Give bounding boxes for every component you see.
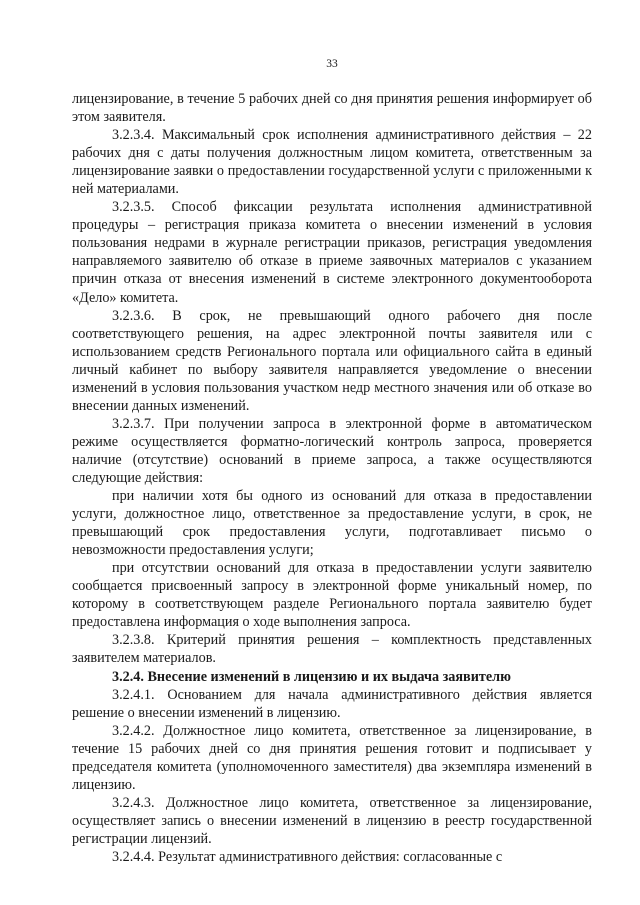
paragraph: 3.2.4.4. Результат административного действия: согласованные с bbox=[112, 848, 503, 865]
page-number: 33 bbox=[326, 58, 338, 70]
paragraph: 3.2.3.6. В срок, не превышающий одного рабочего дня после соответствующего решения, на адрес электронной почты заявителя или с использованием средств Регионального портала или официального сайта в единый личный кабинет по выбору заявителя направляется уведомление о внесении изменений в условия пользования участком недр местного значения или об отказе во внесении данных изменений. bbox=[72, 307, 592, 414]
document-body bbox=[72, 90, 592, 866]
paragraph: при наличии хотя бы одного из оснований для отказа в предоставлении услуги, должностное лицо, ответственное за предоставление услуги, в срок, не превышающий срок предоставления услуги, подготавливает письмо о невозможности предоставления услуги; bbox=[72, 488, 592, 559]
paragraph: 3.2.4.2. Должностное лицо комитета, ответственное за лицензирование, в течение 15 рабочих дней со дня принятия решения готовит и подписывает у председателя комитета (уполномоченного заместителя) два экземпляра изменений в лицензию. bbox=[72, 722, 592, 793]
section-heading: 3.2.4. Внесение изменений в лицензию и их выдача заявителю bbox=[112, 668, 511, 685]
paragraph: 3.2.3.8. Критерий принятия решения – комплектность представленных заявителем материалов. bbox=[72, 632, 592, 667]
paragraph: 3.2.4.1. Основанием для начала административного действия является решение о внесении изменений в лицензию. bbox=[72, 686, 592, 721]
paragraph: 3.2.3.4. Максимальный срок исполнения административного действия – 22 рабочих дня с даты получения должностным лицом комитета, ответственным за лицензирование заявки о предоставлении государственной услуги с приложенными к ней материалами. bbox=[72, 127, 592, 198]
paragraph: лицензирование, в течение 5 рабочих дней со дня принятия решения информирует об этом заявителя. bbox=[72, 91, 592, 126]
paragraph: 3.2.3.7. При получении запроса в электронной форме в автоматическом режиме осуществляется форматно-логический контроль запроса, проверяется наличие (отсутствие) оснований в приеме запроса, а также осуществляются следующие действия: bbox=[72, 415, 592, 486]
paragraph: 3.2.4.3. Должностное лицо комитета, ответственное за лицензирование, осуществляет запись о внесении изменений в лицензию в реестр государственной регистрации лицензий. bbox=[72, 794, 592, 847]
paragraph: 3.2.3.5. Способ фиксации результата исполнения административной процедуры – регистрация приказа комитета о внесении изменений в условия пользования недрами в журнале регистрации приказов, регистрация уведомления направляемого заявителю об отказе в приеме заявочных материалов с указанием причин отказа от внесения изменений в системе электронного документооборота «Дело» комитета. bbox=[72, 199, 592, 306]
paragraph: при отсутствии оснований для отказа в предоставлении услуги заявителю сообщается присвоенный запросу в электронной форме уникальный номер, по которому в соответствующем разделе Регионального портала заявителю будет предоставлена информация о ходе выполнения запроса. bbox=[72, 560, 592, 631]
